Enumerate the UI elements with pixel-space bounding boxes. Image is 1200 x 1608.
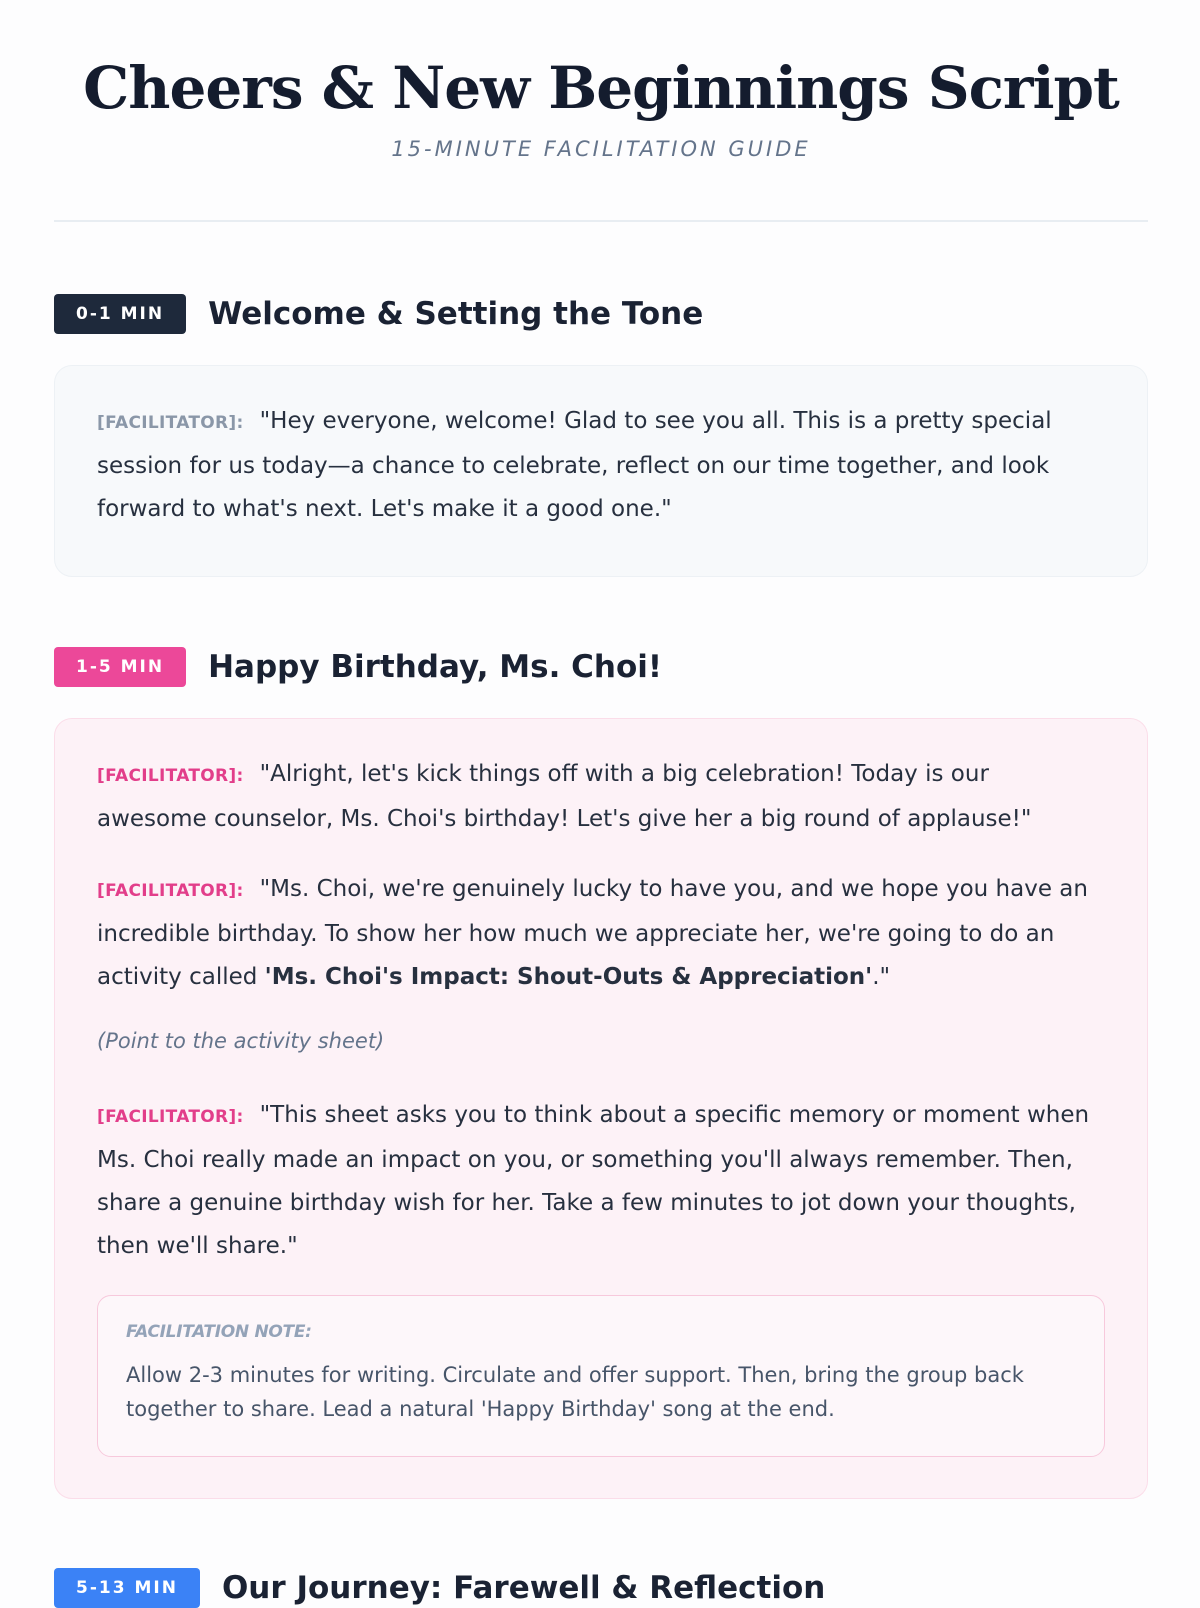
section-title: Welcome & Setting the Tone: [208, 296, 704, 332]
script-text: "Alright, let's kick things off with a big celebration! Today is our awesome counselor, Ms. Choi's birthday! Let's give her a big round of applause!": [97, 761, 1032, 832]
section-card-birthday: [54, 718, 1148, 1499]
script-line: [97, 400, 1105, 531]
section-title: Our Journey: Farewell & Reflection: [221, 1570, 826, 1606]
speaker-label: [FACILITATOR]:: [97, 766, 244, 786]
section-header-welcome: [54, 294, 703, 334]
speaker-label: [FACILITATOR]:: [97, 413, 244, 433]
note-label: FACILITATION NOTE:: [126, 1322, 312, 1342]
header-divider: [54, 220, 1148, 222]
time-badge: 5-13 MIN: [54, 1568, 200, 1608]
time-badge: 1-5 MIN: [54, 647, 186, 687]
script-line: [97, 1094, 1105, 1268]
section-card-welcome: [54, 365, 1148, 577]
time-badge: 0-1 MIN: [54, 294, 186, 334]
script-line: [97, 868, 1105, 999]
speaker-label: [FACILITATOR]:: [97, 881, 244, 901]
section-title: Happy Birthday, Ms. Choi!: [208, 649, 663, 685]
section-header-birthday: [54, 647, 662, 687]
script-text: "This sheet asks you to think about a specific memory or moment when Ms. Choi really made an impact on you, or something you'll always remember. Then, share a genuine birthday wish for her. Take a few minutes to jot down your thoughts, then we'll share.": [97, 1102, 1090, 1259]
script-text-end: .": [872, 964, 891, 990]
script-text: "Hey everyone, welcome! Glad to see you all. This is a pretty special session for us today—a chance to celebrate, reflect on our time together, and look forward to what's next. Let's make it a good one.": [97, 408, 1052, 522]
page-subtitle: 15-MINUTE FACILITATION GUIDE: [391, 137, 811, 161]
speaker-label: [FACILITATOR]:: [97, 1107, 244, 1127]
page-title: Cheers & New Beginnings Script: [83, 54, 1119, 122]
note-text: Allow 2-3 minutes for writing. Circulate and offer support. Then, bring the group back together to share. Lead a natural 'Happy Birthday' song at the end.: [126, 1363, 1024, 1421]
stage-direction: (Point to the activity sheet): [97, 1029, 385, 1053]
script-text: "Ms. Choi, we're genuinely lucky to have you, and we hope you have an incredible birthday. To show her how much we appreciate her, we're going to do an activity called: [97, 876, 1088, 990]
script-line: [97, 753, 1105, 841]
section-header-farewell: [54, 1568, 825, 1608]
activity-name: 'Ms. Choi's Impact: Shout-Outs & Appreciation': [264, 964, 873, 990]
facilitation-note: [97, 1295, 1105, 1457]
